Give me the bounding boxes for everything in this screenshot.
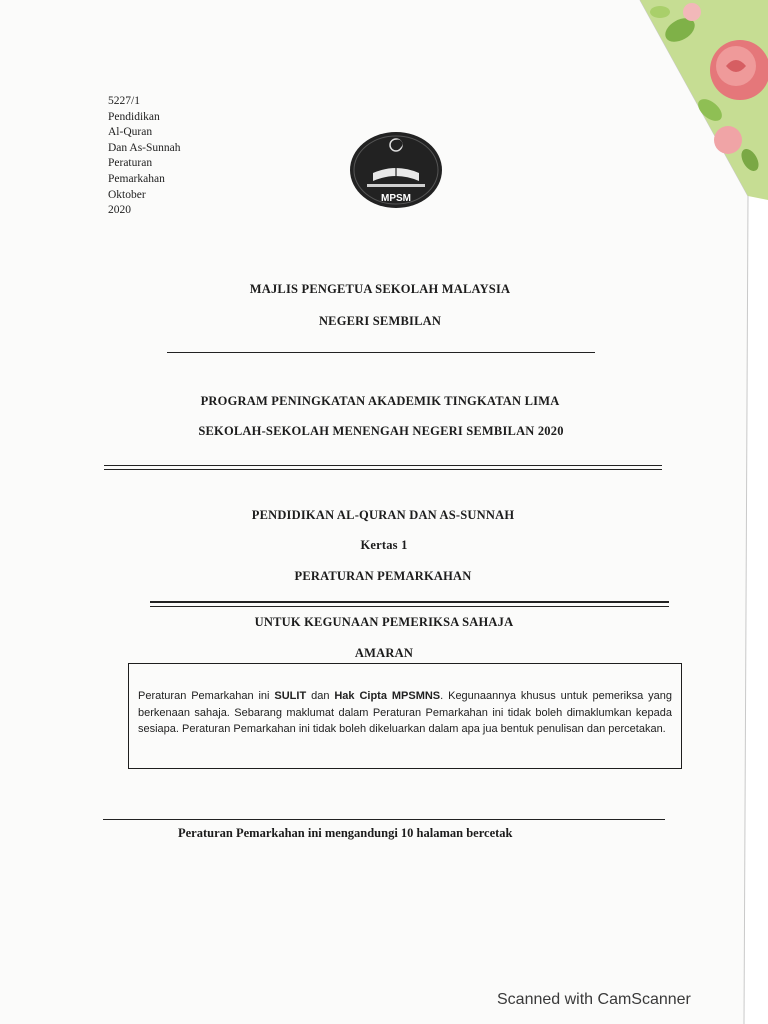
meta-line: Oktober: [108, 188, 146, 201]
scanner-watermark: Scanned with CamScanner: [497, 991, 691, 1008]
divider: [103, 819, 665, 820]
meta-line: Pemarkahan: [108, 172, 165, 185]
council-name: MAJLIS PENGETUA SEKOLAH MALAYSIA: [249, 282, 511, 296]
paper-number: Kertas 1: [360, 538, 408, 552]
meta-line: 5227/1: [108, 95, 140, 107]
mpsm-crest-icon: [349, 131, 443, 209]
examiner-only-label: UNTUK KEGUNAAN PEMERIKSA SAHAJA: [254, 615, 514, 629]
warning-text-part: Peraturan Pemarkahan ini: [138, 690, 275, 702]
meta-line: Pendidikan: [108, 110, 160, 123]
divider: [104, 469, 662, 470]
floral-corner-icon: [640, 0, 768, 200]
warning-copyright: Hak Cipta MPSMNS: [334, 690, 441, 702]
council-state: NEGERI SEMBILAN: [318, 314, 442, 328]
meta-line: 2020: [108, 204, 131, 217]
meta-line: Dan As-Sunnah: [108, 141, 181, 154]
warning-text-part: dan: [306, 690, 335, 702]
warning-heading: AMARAN: [354, 646, 414, 660]
divider: [104, 465, 662, 466]
divider: [150, 601, 669, 603]
meta-line: Al-Quran: [108, 126, 153, 139]
warning-sulit: SULIT: [274, 690, 307, 702]
program-title: PROGRAM PENINGKATAN AKADEMIK TINGKATAN LIMA: [200, 394, 560, 408]
meta-line: Peraturan: [108, 157, 153, 170]
warning-text-part: . Kegunaannya khusus untuk pemeriksa yang berkenaan sahaja. Sebarang maklumat dalam Peraturan Pemarkahan ini tidak boleh dimaklumkan kepada sesiapa. Peraturan Pemarkahan ini tidak boleh dikeluarkan dalam apa jua bentuk penulisan dan percetakan.: [138, 690, 672, 735]
logo-text: MPSM: [381, 193, 411, 204]
divider: [167, 352, 595, 353]
document-code-block: [108, 94, 181, 219]
warning-box: [128, 663, 682, 769]
subject-title: PENDIDIKAN AL-QURAN DAN AS-SUNNAH: [251, 508, 515, 522]
page-count-note: Peraturan Pemarkahan ini mengandungi 10 halaman bercetak: [178, 826, 513, 840]
warning-text: [138, 688, 672, 738]
divider: [150, 606, 669, 607]
program-subtitle: SEKOLAH-SEKOLAH MENENGAH NEGERI SEMBILAN 2020: [198, 424, 564, 438]
document-type: PERATURAN PEMARKAHAN: [294, 569, 472, 583]
